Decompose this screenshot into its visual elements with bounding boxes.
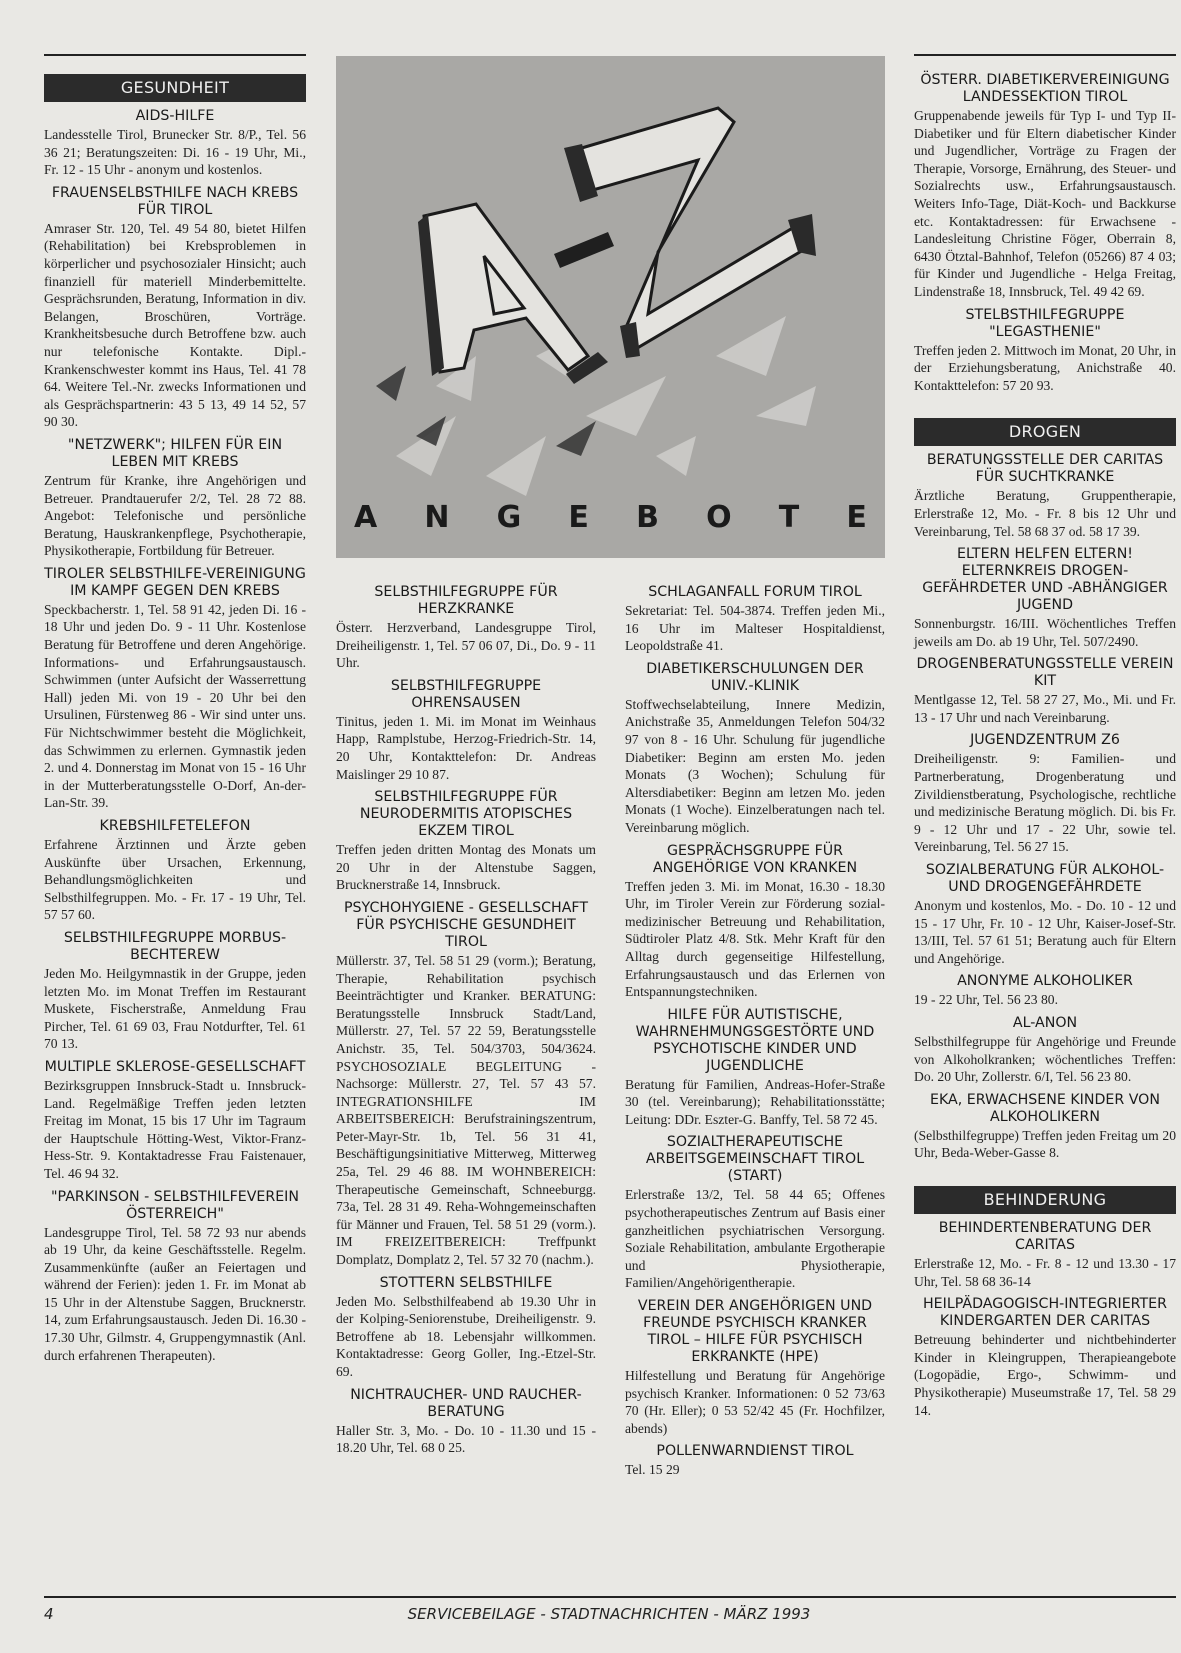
angebote-letter: B bbox=[636, 500, 659, 535]
entry-heading: SOZIALTHERAPEUTISCHE ARBEITSGEMEINSCHAFT TIROL (START) bbox=[645, 1134, 865, 1185]
entry-body: Jeden Mo. Selbsthilfeabend ab 19.30 Uhr in der Kolping-Seniorenstube, Dreiheiligenstr. 9. Betroffene ab 18. Lebensjahr willkommen. Kontaktadresse: Georg Goller, Ing.-Etzel-Str. 69. bbox=[336, 1293, 596, 1379]
angebote-letter: O bbox=[706, 500, 732, 535]
entry-heading: ELTERN HELFEN ELTERN! ELTERNKREIS DROGEN-GEFÄHRDETER UND -ABHÄNGIGER JUGEND bbox=[922, 546, 1168, 614]
entry-body: Gruppenabende jeweils für Typ I- und Typ II-Diabetiker und für Eltern diabetischer Kinder und Jugendlicher, Vorträge zu Fragen der Therapie, Vorsorge, Ernährung, des Steuer- und Sozialrechts usw., Erfahrungsaustausch. Weiters Info-Tage, Diät-Koch- und Backkurse etc. Kontaktadressen: für Erwachsene - Landesleitung Christine Föger, Oberrain 8, 6430 Ötztal-Bahnhof, Telefon (05266) 87 4 03; für Kinder und Jugendliche - Helga Freitag, Lindenstraße 18, Innsbruck, Tel. 49 42 69. bbox=[914, 108, 1176, 299]
entry-heading: JUGENDZENTRUM Z6 bbox=[970, 732, 1120, 749]
entry-heading: VEREIN DER ANGEHÖRIGEN UND FREUNDE PSYCHISCH KRANKER TIROL – HILFE FÜR PSYCHISCH ERKRANKTE (HPE) bbox=[637, 1298, 873, 1366]
column-mid-left bbox=[336, 562, 596, 1457]
entry-body: Mentlgasse 12, Tel. 58 27 27, Mo., Mi. und Fr. 13 - 17 Uhr und nach Vereinbarung. bbox=[914, 692, 1176, 725]
entry-body: Sekretariat: Tel. 504-3874. Treffen jeden Mi., 16 Uhr im Malteser Hospitaldienst, Leopoldstraße 41. bbox=[625, 603, 885, 654]
entry-heading: KREBSHILFETELEFON bbox=[99, 818, 251, 834]
entry-body: Amraser Str. 120, Tel. 49 54 80, bietet Hilfen (Rehabilitation) bei Krebsproblemen in körperlicher und psychosozialer Hinsicht; auch finanziell für materiell Minderbemittelte. Gesprächsrunden, Beratung, Information in div. Belangen, Broschüren, Vorträge. Krankheitsbesuche durch Betroffene bzw. auch nur telefonische Kontakte. Dipl.-Krankenschwester kommt ins Haus, Tel. 41 78 64. Weitere Tel.-Nr. zwecks Informationen und als Gesprächspartnerin: 43 5 13, 49 14 52, 57 90 30. bbox=[44, 220, 306, 430]
entry-heading: SELBSTHILFEGRUPPE FÜR HERZKRANKE bbox=[374, 584, 558, 617]
entry-body: Jeden Mo. Heilgymnastik in der Gruppe, jeden letzten Mo. im Monat Treffen im Restaurant Muskete, Fischerstraße, Anmeldung Frau Pircher, Tel. 61 69 03, Frau Notdurfter, Tel. 61 70 13. bbox=[44, 965, 306, 1052]
entry-body: Ärztliche Beratung, Gruppentherapie, Erlerstraße 12, Mo. - Fr. 8 bis 12 Uhr und Vereinbarung, Tel. 58 68 37 od. 58 17 39. bbox=[914, 488, 1176, 539]
entry-body: Tel. 15 29 bbox=[625, 1462, 680, 1478]
entry-heading: SCHLAGANFALL FORUM TIROL bbox=[648, 584, 862, 600]
entry-heading: BEHINDERTENBERATUNG DER CARITAS bbox=[938, 1219, 1152, 1253]
angebote-letter: E bbox=[568, 500, 589, 535]
entry-body: Landesstelle Tirol, Brunecker Str. 8/P., Tel. 56 36 21; Beratungszeiten: Di. 16 - 19 Uhr, Mi., Fr. 12 - 15 Uhr - anonym und kostenlos. bbox=[44, 127, 306, 178]
entry-heading: MULTIPLE SKLEROSE-GESELLSCHAFT bbox=[44, 1058, 306, 1075]
angebote-letter: E bbox=[846, 500, 867, 535]
entry-heading: ÖSTERR. DIABETIKERVEREINIGUNG LANDESSEKTION TIROL bbox=[920, 72, 1170, 105]
entry-heading: "PARKINSON - SELBSTHILFEVEREIN ÖSTERREICH" bbox=[51, 1188, 299, 1222]
entry-body: Dreiheiligenstr. 9: Familien- und Partnerberatung, Drogenberatung und Zivildienstberatung, Psychologische, rechtliche und medizinische Beratung möglich. Di. bis Fr. 9 - 12 Uhr und 17 - 22 Uhr, sowie tel. Vereinbarung, Tel. 56 27 15. bbox=[914, 751, 1176, 855]
column-right bbox=[914, 72, 1176, 1419]
entry-heading: STELBSTHILFEGRUPPE "LEGASTHENIE" bbox=[965, 306, 1125, 340]
angebote-letter: N bbox=[424, 500, 450, 535]
entry-body: Hilfestellung und Beratung für Angehörige psychisch Kranker. Informationen: 0 52 73/63 70 (Hr. Eller); 0 53 52/42 45 (Fr. Hochfilzer, abends) bbox=[625, 1368, 885, 1436]
angebote-letter: G bbox=[496, 500, 522, 535]
entry-body: Erlerstraße 13/2, Tel. 58 44 65; Offenes psychotherapeutisches Zentrum auf Basis einer ganzheitlichen psychiatrischen Versorgung. Soziale Rehabilitation, ambulante Ergotherapie und Physiotherapie, Familien/Angehörigentherapie. bbox=[625, 1187, 885, 1291]
entry-heading: PSYCHOHYGIENE - GESELLSCHAFT FÜR PSYCHISCHE GESUNDHEIT TIROL bbox=[344, 899, 588, 950]
entry-body: Tinitus, jeden 1. Mi. im Monat im Weinhaus Happ, Ramplstube, Herzog-Friedrich-Str. 14, 20 Uhr, Kontakttelefon: Dr. Andreas Maislinger 29 10 87. bbox=[336, 713, 596, 782]
entry-body: Treffen jeden 2. Mittwoch im Monat, 20 Uhr, in der Erziehungsberatung, Anichstraße 40. Kontakttelefon: 57 20 93. bbox=[914, 342, 1176, 393]
entry-heading: GESPRÄCHSGRUPPE FÜR ANGEHÖRIGE VON KRANKEN bbox=[652, 842, 858, 876]
entry-heading: DIABETIKERSCHULUNGEN DER UNIV.-KLINIK bbox=[646, 660, 864, 694]
entry-body: Landesgruppe Tirol, Tel. 58 72 93 nur abends ab 19 Uhr, da keine Geschäftsstelle. Regelm. Zusammenkünfte (außer an Feiertagen und während der Ferien): jeden 1. Fr. im Monat ab 15 Uhr in der Altenstube Saggen, Brucknerstr. 14, zum Erfahrungsaustausch. Jeden Di. 16.30 - 17.30 Uhr, Gilmstr. 4, Gruppengymnastik (Anl. durch erfahrenen Therapeuten). bbox=[44, 1224, 306, 1363]
entry-body: Erlerstraße 12, Mo. - Fr. 8 - 12 und 13.30 - 17 Uhr, Tel. 58 68 36-14 bbox=[914, 1255, 1176, 1289]
entry-heading: DROGENBERATUNGSSTELLE VEREIN KIT bbox=[916, 656, 1174, 690]
entry-heading: SELBSTHILFEGRUPPE FÜR NEURODERMITIS ATOPISCHES EKZEM TIROL bbox=[359, 789, 573, 840]
bottom-rule bbox=[44, 1596, 1176, 1598]
entry-heading: ANONYME ALKOHOLIKER bbox=[957, 973, 1133, 990]
a-z-illustration bbox=[336, 56, 885, 558]
entry-heading: AIDS-HILFE bbox=[135, 108, 215, 124]
section-banner-drogen: DROGEN bbox=[914, 418, 1176, 446]
a-z-artwork bbox=[336, 56, 885, 558]
entry-heading: "NETZWERK"; HILFEN FÜR EIN LEBEN MIT KREBS bbox=[67, 436, 283, 470]
entry-heading: AL-ANON bbox=[1012, 1015, 1078, 1031]
top-rule-right bbox=[914, 54, 1176, 56]
angebote-letter: A bbox=[354, 500, 378, 535]
entry-body: Bezirksgruppen Innsbruck-Stadt u. Innsbruck-Land. Regelmäßige Treffen jeden letzten Freitag im Monat, 15 bis 17 Uhr im Tagraum der Hauptschule Hötting-West, Viktor-Franz-Hess-Str. 9. Kontaktadresse Frau Faistenauer, Tel. 46 94 32. bbox=[44, 1077, 306, 1181]
entry-body: Selbsthilfegruppe für Angehörige und Freunde von Alkoholkranken; wöchentliches Treffen: Do. 20 Uhr, Zollerstr. 6/I, Tel. 56 23 80. bbox=[914, 1034, 1176, 1085]
entry-body: Speckbacherstr. 1, Tel. 58 91 42, jeden Di. 16 - 18 Uhr und jeden Do. 9 - 11 Uhr. Kostenlose Beratung für Betroffene und deren Angehörige. Informations- und Erfahrungsaustausch. Schwimmen (unter Aufsicht der Wasserrettung Hall) jeden Mi. von 19 - 20 Uhr bei den Ursulinen, Fürstenweg 86 - Wir sind unter uns. Für Nichtschwimmer besteht die Möglichkeit, das Schwimmen zu erlernen. Gymnastik jeden 2. und 4. Donnerstag im Monat von 15 - 16 Uhr in der Mutterberatungsstelle O-Dorf, An-der-Lan-Str. 39. bbox=[44, 601, 306, 811]
entry-body: Beratung für Familien, Andreas-Hofer-Straße 30 (tel. Vereinbarung); Rehabilitationsstätte; Leitung: DDr. Eszter-G. Banffy, Tel. 58 72 45. bbox=[625, 1076, 885, 1127]
entry-heading: FRAUENSELBSTHILFE NACH KREBS FÜR TIROL bbox=[51, 184, 299, 218]
entry-body: (Selbsthilfegruppe) Treffen jeden Freitag um 20 Uhr, Beda-Weber-Gasse 8. bbox=[914, 1127, 1176, 1161]
entry-body: Stoffwechselabteilung, Innere Medizin, Anichstraße 35, Anmeldungen Telefon 504/32 97 von 8 - 16 Uhr. Schulung für jugendliche Diabetiker: Beginn am ersten Mo. jeden Monats (3 Wochen); Schulung für Altersdiabetiker: Beginn am letzen Mo. jeden Monats (1 Woche). Einzelberatungen nach tel. Vereinbarung möglich. bbox=[625, 696, 885, 835]
entry-heading: POLLENWARNDIENST TIROL bbox=[656, 1443, 854, 1460]
entry-body: Müllerstr. 37, Tel. 58 51 29 (vorm.); Beratung, Therapie, Rehabilitation psychisch Beeinträchtigter und Kranker. BERATUNG: Beratungsstelle Innsbruck Stadt/Land, Müllerstr. 27, Tel. 57 22 59, Beratungsstelle Anichstr. 35, Tel. 504/3703, 504/3624. PSYCHOSOZIALE BEGLEITUNG - Nachsorge: Müllerstr. 27, Tel. 57 43 57. INTEGRATIONSHILFE IM ARBEITSBEREICH: Berufstrainingszentrum, Peter-Mayr-Str. 1b, Tel. 56 31 41, Beschäftigungsinitiative Mitterweg, Mitterweg 25a, Tel. 29 46 88. IM WOHNBEREICH: Therapeutische Gemeinschaft, Schneeburgg. 73a, Tel. 28 31 49. Reha-Wohngemeinschaften für Männer und Frauen, Tel. 58 51 29 (vorm.). IM FREIZEITBEREICH: Treffpunkt Domplatz, Domplatz 2, Tel. 57 32 70 (nachm.). bbox=[336, 952, 596, 1268]
angebote-letter: T bbox=[778, 500, 800, 535]
section-banner-gesundheit: GESUNDHEIT bbox=[44, 74, 306, 102]
entry-body: Treffen jeden dritten Montag des Monats um 20 Uhr in der Altenstube Saggen, Brucknerstraße 14, Innsbruck. bbox=[336, 842, 596, 893]
entry-heading: HILFE FÜR AUTISTISCHE, WAHRNEHMUNGSGESTÖRTE UND PSYCHOTISCHE KINDER UND JUGENDLICHE bbox=[635, 1006, 875, 1074]
page-number: 4 bbox=[44, 1605, 54, 1623]
entry-heading: SOZIALBERATUNG FÜR ALKOHOL- UND DROGENGEFÄHRDETE bbox=[925, 862, 1165, 896]
footer-title: SERVICEBEILAGE - STADTNACHRICHTEN - MÄRZ 1993 bbox=[407, 1605, 811, 1623]
column-mid-right bbox=[625, 562, 885, 1479]
entry-heading: NICHTRAUCHER- UND RAUCHER-BERATUNG bbox=[350, 1386, 582, 1420]
entry-body: Sonnenburgstr. 16/III. Wöchentliches Treffen jeweils am Do. ab 19 Uhr, Tel. 507/2490. bbox=[914, 616, 1176, 649]
entry-heading: TIROLER SELBSTHILFE-VEREINIGUNG IM KAMPF GEGEN DEN KREBS bbox=[44, 565, 306, 599]
entry-heading: EKA, ERWACHSENE KINDER VON ALKOHOLIKERN bbox=[930, 1091, 1160, 1125]
entry-body: Treffen jeden 3. Mi. im Monat, 16.30 - 18.30 Uhr, im Tiroler Verein zur Förderung sozial-medizinischer Betreuung und Rehabilitation, Südtiroler Platz 4/8. Stk. Mehr Kraft für den Alltag durch gegenseitige Hilfestellung, Erfahrungsaustausch und das Erlernen von Entspannungstechniken. bbox=[625, 878, 885, 1000]
entry-body: Zentrum für Kranke, ihre Angehörigen und Betreuer. Prandtauerufer 2/2, Tel. 28 72 88. Angebot: Telefonische und persönliche Beratung, Hauskrankenpflege, Psychotherapie, Physikotherapie, Fortbildung für Betreuer. bbox=[44, 472, 306, 559]
entry-body: Anonym und kostenlos, Mo. - Do. 10 - 12 und 15 - 17 Uhr, Fr. 10 - 12 Uhr, Kaiser-Josef-Str. 13/III, Tel. 57 61 51; Beratung auch für Eltern und Angehörige. bbox=[914, 898, 1176, 966]
entry-heading: HEILPÄDAGOGISCH-INTEGRIERTER KINDERGARTEN DER CARITAS bbox=[923, 1296, 1167, 1330]
column-left bbox=[44, 54, 306, 1364]
entry-body: 19 - 22 Uhr, Tel. 56 23 80. bbox=[914, 992, 1058, 1008]
entry-body: Erfahrene Ärztinnen und Ärzte geben Auskünfte über Ursachen, Erkennung, Behandlungsmöglichkeiten und Selbsthilfegruppen. Mo. - Fr. 17 - 19 Uhr, Tel. 57 57 60. bbox=[44, 837, 306, 923]
entry-body: Österr. Herzverband, Landesgruppe Tirol, Dreiheiligenstr. 1, Tel. 57 06 07, Di., Do. 9 - 11 Uhr. bbox=[336, 620, 596, 671]
entry-heading: STOTTERN SELBSTHILFE bbox=[379, 1274, 553, 1291]
entry-body: Haller Str. 3, Mo. - Do. 10 - 11.30 und 15 - 18.20 Uhr, Tel. 68 0 25. bbox=[336, 1422, 596, 1456]
entry-heading: SELBSTHILFEGRUPPE OHRENSAUSEN bbox=[390, 677, 542, 711]
entry-heading: BERATUNGSSTELLE DER CARITAS FÜR SUCHTKRANKE bbox=[926, 452, 1164, 486]
angebote-word bbox=[336, 500, 885, 535]
entry-heading: SELBSTHILFEGRUPPE MORBUS-BECHTEREW bbox=[63, 929, 287, 963]
entry-body: Betreuung behinderter und nichtbehinderter Kinder in Kleingruppen, Therapieangebote (Logopädie, Ergo-, Schwimm- und Physikotherapie) Museumstraße 17, Tel. 58 29 14. bbox=[914, 1332, 1176, 1418]
section-banner-behinderung: BEHINDERUNG bbox=[914, 1186, 1176, 1214]
